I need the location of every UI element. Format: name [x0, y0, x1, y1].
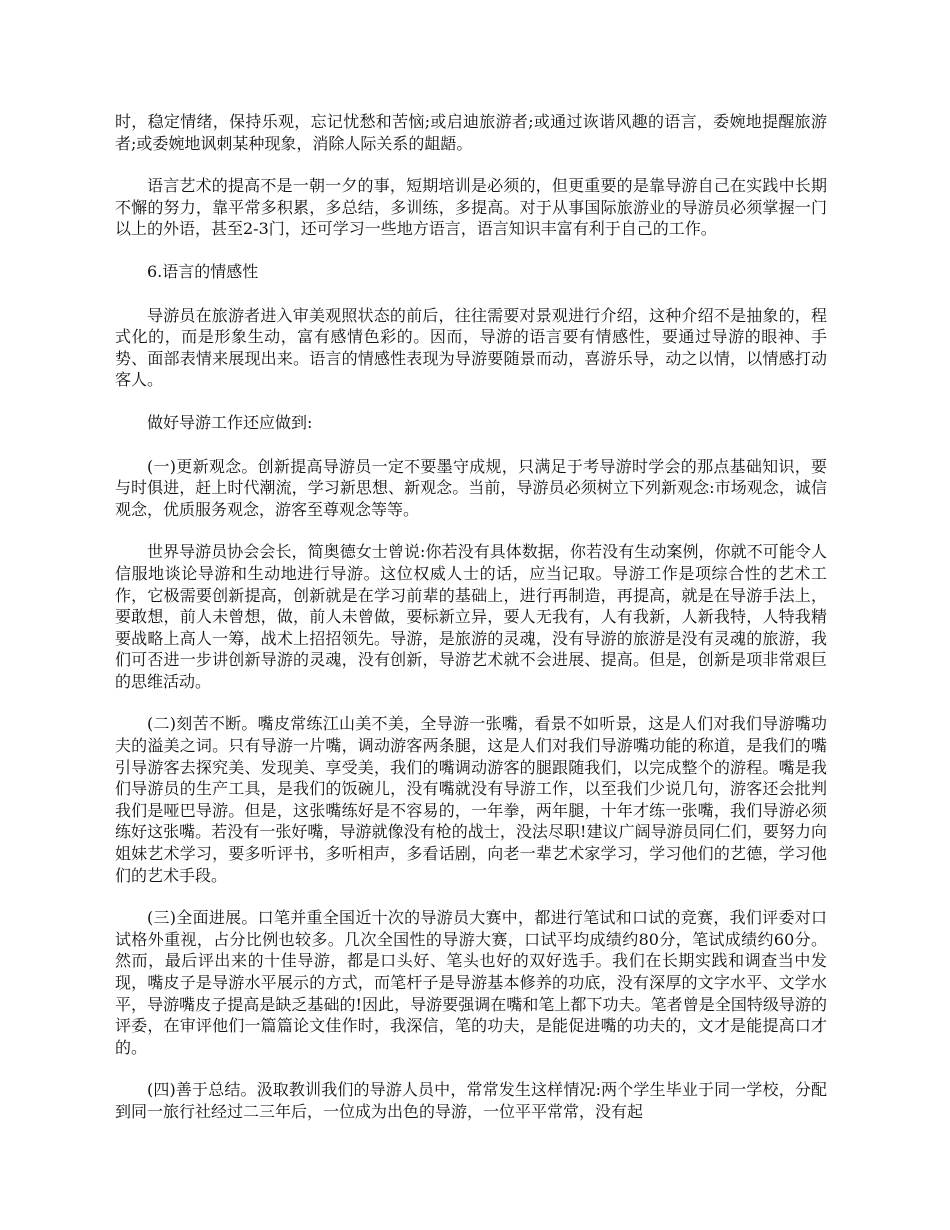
- paragraph-practice-speaking: (二)刻苦不断。嘴皮常练江山美不美，全导游一张嘴，看景不如听景，这是人们对我们导游嘴功夫的溢美之词。只有导游一片嘴，调动游客两条腿，这是人们对我们导游嘴功能的称道，是我们的嘴引导游客去探究美、发现美、享受美，我们的嘴调动游客的腿跟随我们，以完成整个的游程。嘴是我们导游员的生产工具，是我们的饭碗儿，没有嘴就没有导游工作，以至我们少说几句，游客还会批判我们是哑巴导游。但是，这张嘴练好是不容易的，一年拳，两年腿，十年才练一张嘴，我们导游必须练好这张嘴。若没有一张好嘴，导游就像没有枪的战士，没法尽职!建议广阔导游员同仁们，要努力向姐妹艺术学习，要多听评书，多听相声，多看话剧，向老一辈艺术家学习，学习他们的艺德，学习他们的艺术手段。: [115, 714, 827, 885]
- paragraph-all-round-development: (三)全面进展。口笔并重全国近十次的导游员大赛中，都进行笔试和口试的竞赛，我们评委对口试格外重视，占分比例也较多。几次全国性的导游大赛，口试平均成绩约80分，笔试成绩约60分。然而，最后评出来的十佳导游，都是口头好、笔头也好的双好选手。我们在长期实践和调查当中发现，嘴皮子是导游水平展示的方式，而笔杆子是导游基本修养的功底，没有深厚的文字水平、文学水平，导游嘴皮子提高是缺乏基础的!因此，导游要强调在嘴和笔上都下功夫。笔者曾是全国特级导游的评委，在审评他们一篇篇论文佳作时，我深信，笔的功夫，是能促进嘴的功夫的，文才是能提高口才的。: [115, 908, 827, 1057]
- section-heading-language-emotion: 6.语言的情感性: [147, 261, 259, 281]
- paragraph-update-concepts: (一)更新观念。创新提高导游员一定不要墨守成规，只满足于考导游时学会的那点基础知识，要与时俱进，赶上时代潮流，学习新思想、新观念。当前，导游员必须树立下列新观念:市场观念，诚信观念，优质服务观念，游客至尊观念等等。: [115, 456, 827, 519]
- paragraph-summarize: (四)善于总结。汲取教训我们的导游人员中，常常发生这样情况:两个学生毕业于同一学校，分配到同一旅行社经过二三年后，一位成为出色的导游，一位平平常常，没有起: [115, 1080, 827, 1121]
- document-page: [115, 111, 827, 1144]
- section-intro-tasks: 做好导游工作还应做到:: [147, 412, 313, 432]
- paragraph-continuation: 时，稳定情绪，保持乐观，忘记忧愁和苦恼;或启迪旅游者;或通过诙谐风趣的语言，委婉地提醒旅游者;或委婉地讽刺某种现象，消除人际关系的龃龉。: [115, 112, 827, 153]
- paragraph-language-art: 语言艺术的提高不是一朝一夕的事，短期培训是必须的，但更重要的是靠导游自己在实践中长期不懈的努力，靠平常多积累，多总结，多训练，多提高。对于从事国际旅游业的导游员必须掌握一门以上的外语，甚至2-3门，还可学习一些地方语言，语言知识丰富有利于自己的工作。: [115, 176, 827, 239]
- paragraph-emotion: 导游员在旅游者进入审美观照状态的前后，往往需要对景观进行介绍，这种介绍不是抽象的，程式化的，而是形象生动，富有感情色彩的。因而，导游的语言要有情感性，要通过导游的眼神、手势、面部表情来展现出来。语言的情感性表现为导游要随景而动，喜游乐导，动之以情，以情感打动客人。: [115, 305, 827, 390]
- paragraph-innovation: 世界导游员协会会长，简奥德女士曾说:你若没有具体数据，你若没有生动案例，你就不可能令人信服地谈论导游和生动地进行导游。这位权威人士的话，应当记取。导游工作是项综合性的艺术工作，它极需要创新提高，创新就是在学习前辈的基础上，进行再制造，再提高，就是在导游手法上，要敢想，前人未曾想，做，前人未曾做，要标新立异，要人无我有，人有我新，人新我特，人特我精要战略上高人一筹，战术上招招领先。导游，是旅游的灵魂，没有导游的旅游是没有灵魂的旅游，我们可否进一步讲创新导游的灵魂，没有创新，导游艺术就不会进展、提高。但是，创新是项非常艰巨的思维活动。: [115, 542, 827, 691]
